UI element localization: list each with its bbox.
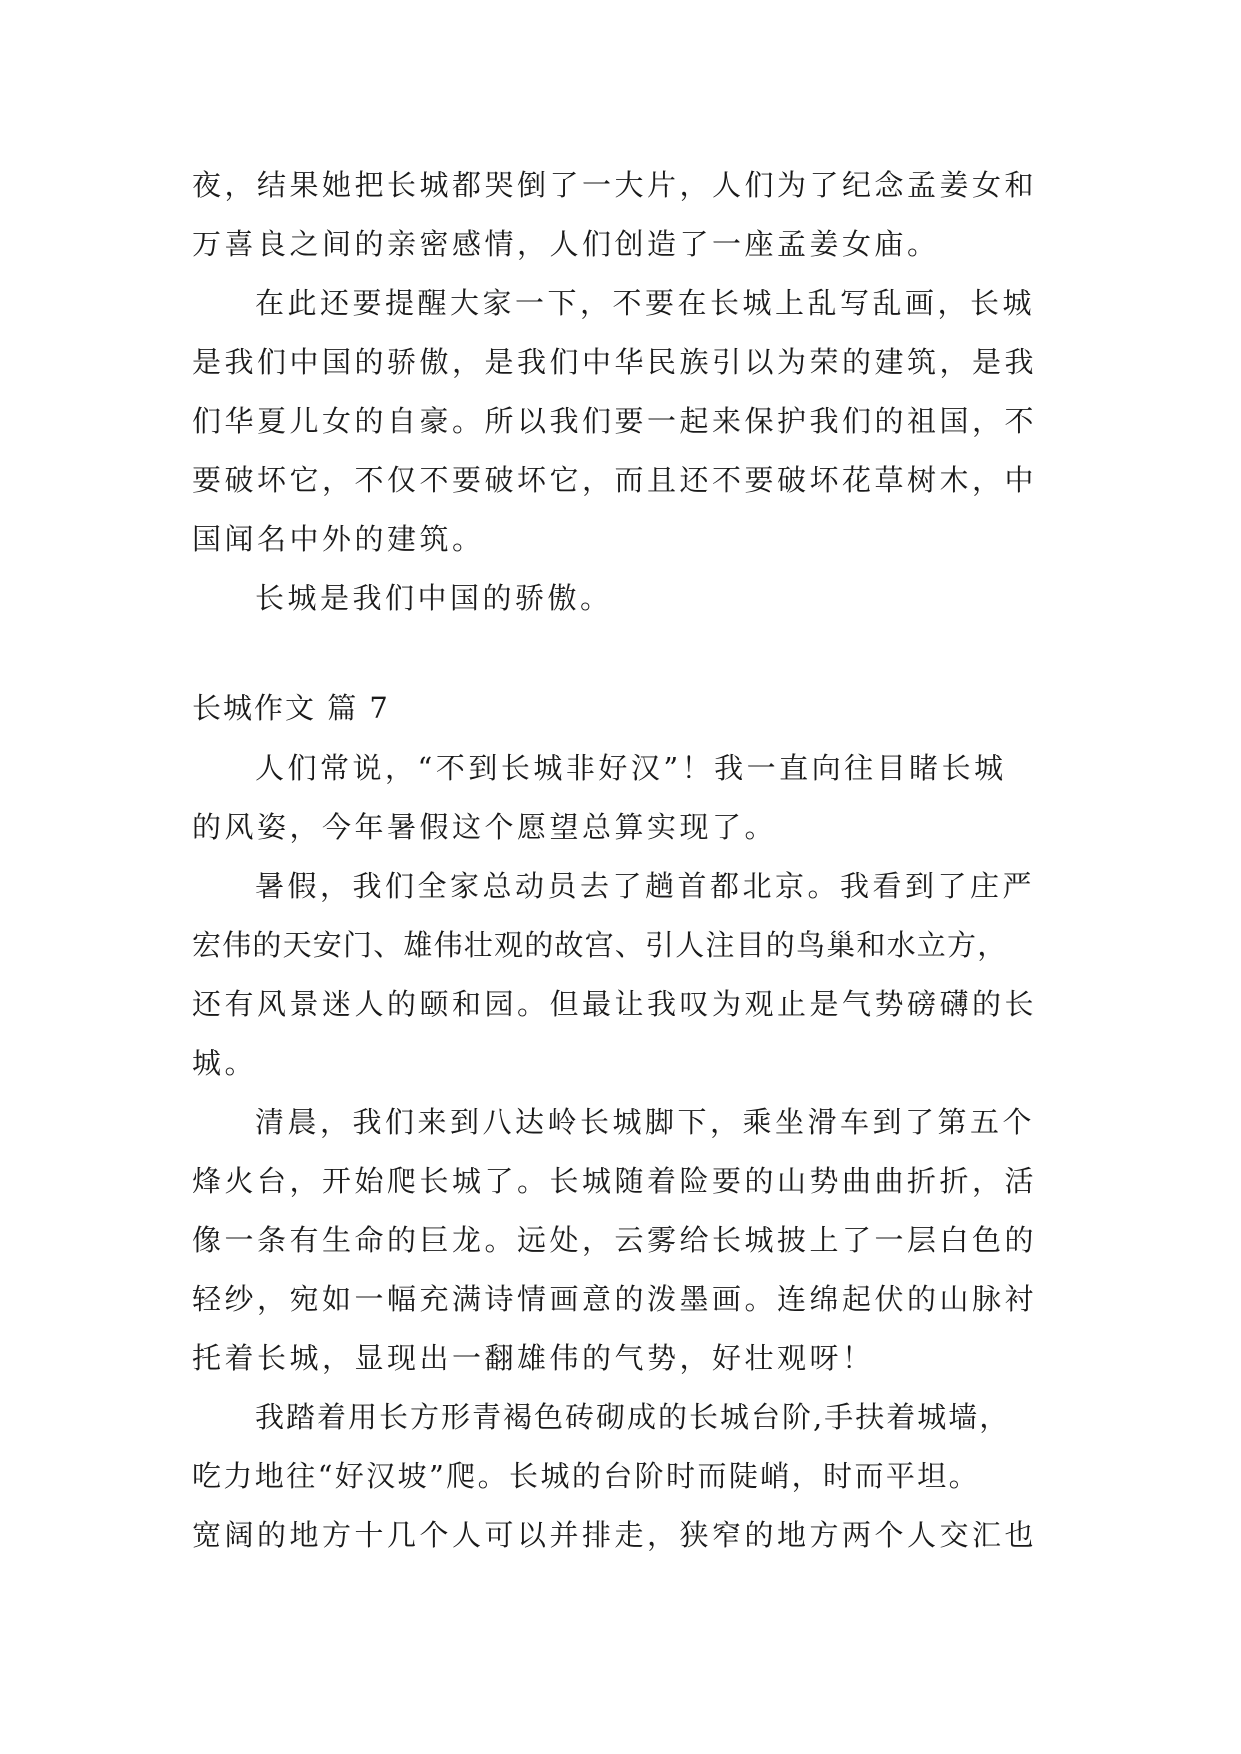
text-line: 像一条有生命的巨龙。远处，云雾给长城披上了一层白色的 (192, 1223, 1038, 1257)
paragraph-start-line: 暑假，我们全家总动员去了趟首都北京。我看到了庄严 (255, 869, 1036, 903)
paragraph-start-line: 清晨，我们来到八达岭长城脚下，乘坐滑车到了第五个 (255, 1105, 1036, 1139)
text-line: 万喜良之间的亲密感情，人们创造了一座孟姜女庙。 (192, 227, 940, 261)
paragraph-start-line: 在此还要提醒大家一下，不要在长城上乱写乱画，长城 (255, 286, 1036, 320)
text-line: 吃力地往“好汉坡”爬。长城的台阶时而陡峭，时而平坦。 (192, 1459, 981, 1493)
text-line: 要破坏它，不仅不要破坏它，而且还不要破坏花草树木，中 (192, 463, 1038, 497)
text-line: 们华夏儿女的自豪。所以我们要一起来保护我们的祖国，不 (192, 404, 1038, 438)
paragraph-start-line: 长城是我们中国的骄傲。 (255, 581, 613, 615)
text-line: 宽阔的地方十几个人可以并排走，狭窄的地方两个人交汇也 (192, 1518, 1038, 1552)
paragraph-start-line: 我踏着用长方形青褐色砖砌成的长城台阶,手扶着城墙， (255, 1400, 1011, 1434)
text-line: 宏伟的天安门、雄伟壮观的故宫、引人注目的鸟巢和水立方， (192, 928, 1008, 962)
text-line: 的风姿，今年暑假这个愿望总算实现了。 (192, 810, 778, 844)
text-line: 是我们中国的骄傲，是我们中华民族引以为荣的建筑，是我 (192, 345, 1038, 379)
text-line: 还有风景迷人的颐和园。但最让我叹为观止是气势磅礴的长 (192, 987, 1038, 1021)
text-line: 国闻名中外的建筑。 (192, 522, 485, 556)
section-heading: 长城作文 篇 7 (192, 691, 390, 725)
text-line: 托着长城，显现出一翻雄伟的气势，好壮观呀！ (192, 1341, 875, 1375)
text-line: 轻纱，宛如一幅充满诗情画意的泼墨画。连绵起伏的山脉衬 (192, 1282, 1038, 1316)
text-line: 城。 (192, 1046, 258, 1080)
paragraph-start-line: 人们常说，“不到长城非好汉”！我一直向往目睹长城 (255, 751, 1007, 785)
text-line: 夜，结果她把长城都哭倒了一大片，人们为了纪念孟姜女和 (192, 168, 1038, 202)
text-line: 烽火台，开始爬长城了。长城随着险要的山势曲曲折折，活 (192, 1164, 1038, 1198)
